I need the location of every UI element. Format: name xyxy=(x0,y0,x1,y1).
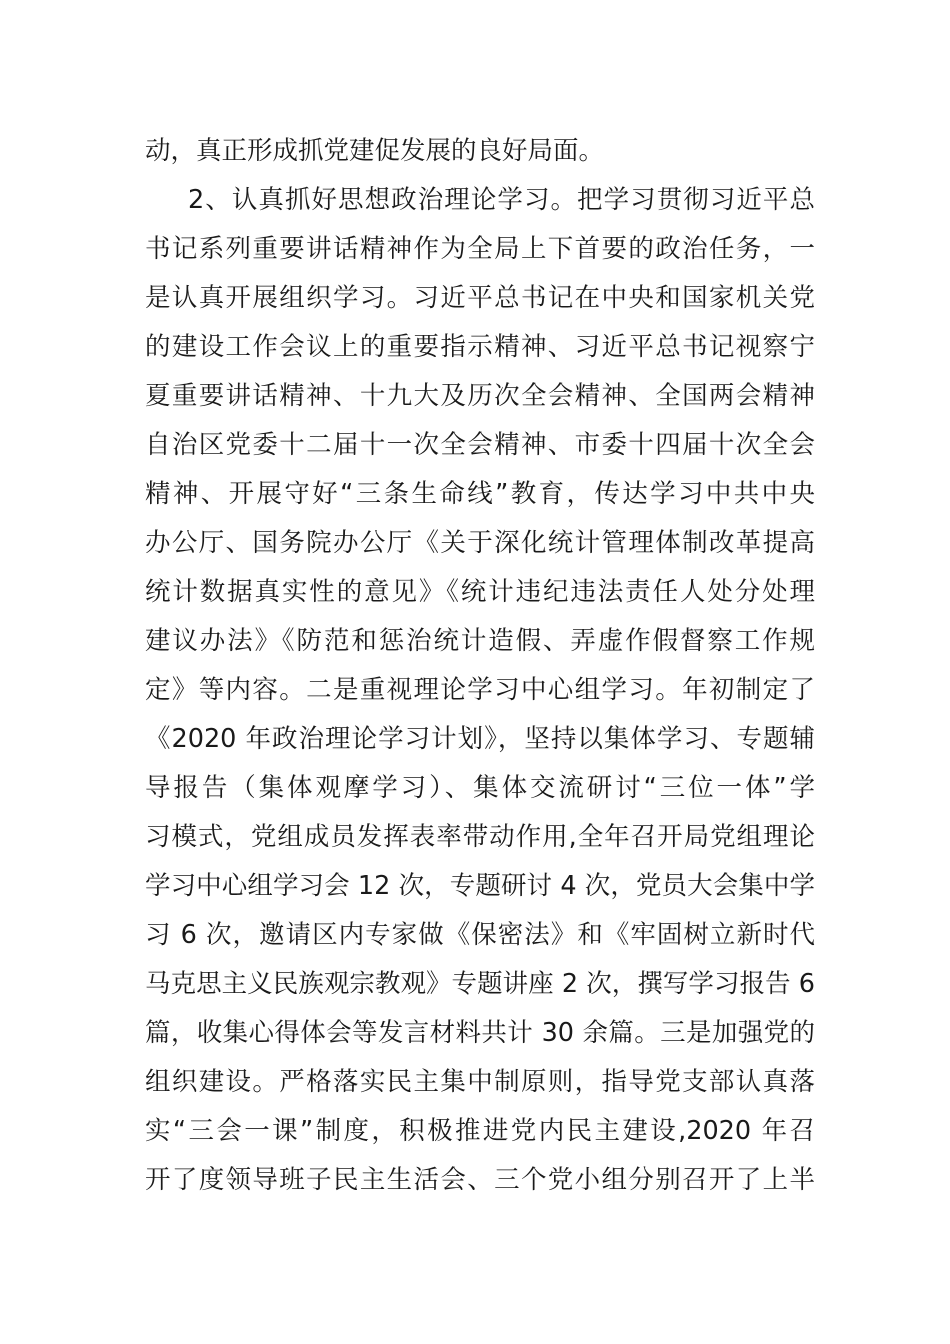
text-line: 马克思主义民族观宗教观》专题讲座 2 次，撰写学习报告 6 xyxy=(145,969,815,999)
body-text xyxy=(145,127,815,1205)
text-line: 的建设工作会议上的重要指示精神、习近平总书记视察宁 xyxy=(145,332,815,362)
text-line: 自治区党委十二届十一次全会精神、市委十四届十次全会 xyxy=(145,430,815,460)
text-line: 办公厅、国务院办公厅《关于深化统计管理体制改革提高 xyxy=(145,528,815,558)
text-line: 是认真开展组织学习。习近平总书记在中央和国家机关党 xyxy=(145,283,815,313)
text-line: 统计数据真实性的意见》《统计违纪违法责任人处分处理 xyxy=(145,577,815,607)
text-line: 学习中心组学习会 12 次，专题研讨 4 次，党员大会集中学 xyxy=(145,871,815,901)
paragraph-start-line: 2、认真抓好思想政治理论学习。把学习贯彻习近平总 xyxy=(188,185,815,215)
text-line: 精神、开展守好“三条生命线”教育，传达学习中共中央 xyxy=(145,479,815,509)
text-line: 书记系列重要讲话精神作为全局上下首要的政治任务，一 xyxy=(145,234,815,264)
text-line: 实“三会一课”制度，积极推进党内民主建设,2020 年召 xyxy=(145,1116,815,1146)
text-line: 夏重要讲话精神、十九大及历次全会精神、全国两会精神 xyxy=(145,381,815,411)
text-line: 建议办法》《防范和惩治统计造假、弄虚作假督察工作规 xyxy=(145,626,815,656)
text-line: 习 6 次，邀请区内专家做《保密法》和《牢固树立新时代 xyxy=(145,920,815,950)
text-line: 定》等内容。二是重视理论学习中心组学习。年初制定了 xyxy=(145,675,815,705)
text-line: 导报告（集体观摩学习）、集体交流研讨“三位一体”学 xyxy=(145,773,815,803)
text-line: 篇，收集心得体会等发言材料共计 30 余篇。三是加强党的 xyxy=(145,1018,815,1048)
text-line: 《2020 年政治理论学习计划》，坚持以集体学习、专题辅 xyxy=(145,724,815,754)
text-line: 动，真正形成抓党建促发展的良好局面。 xyxy=(145,136,605,166)
text-line: 组织建设。严格落实民主集中制原则，指导党支部认真落 xyxy=(145,1067,815,1097)
text-line: 习模式，党组成员发挥表率带动作用,全年召开局党组理论 xyxy=(145,822,815,852)
text-line: 开了度领导班子民主生活会、三个党小组分别召开了上半 xyxy=(145,1165,815,1195)
